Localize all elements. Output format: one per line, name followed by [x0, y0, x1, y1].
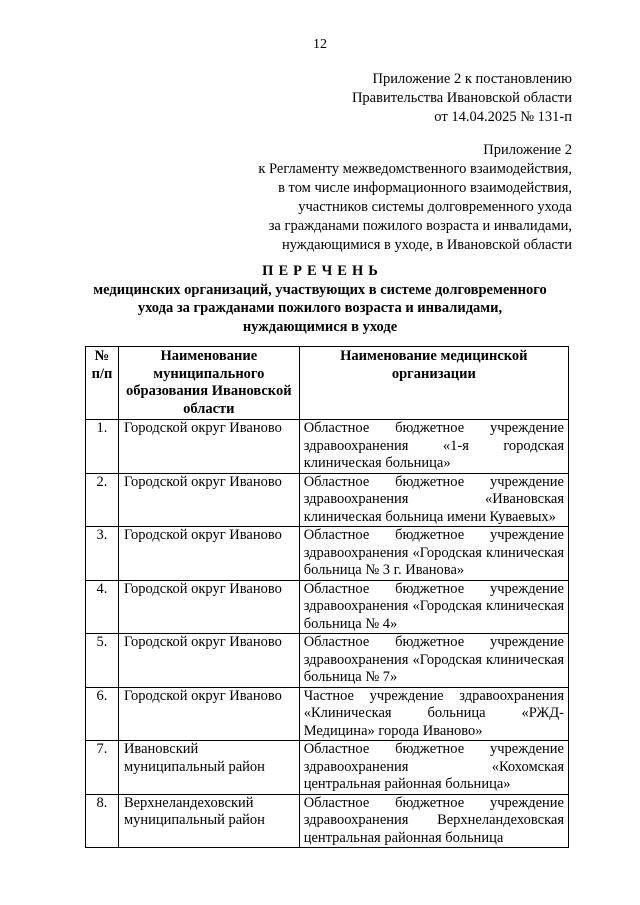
header-municipality: Наименование муниципального образования Ивановской области — [118, 347, 299, 420]
table-row — [86, 580, 569, 634]
row-number: 2. — [86, 473, 119, 527]
row-number: 5. — [86, 634, 119, 688]
header-organization: Наименование медицинской организации — [299, 347, 568, 420]
table-row — [86, 687, 569, 741]
row-number: 8. — [86, 794, 119, 848]
appendix-line: Приложение 2 — [483, 142, 572, 158]
title-line: нуждающимися в уходе — [242, 318, 398, 335]
title-heading: ПЕРЕЧЕНЬ — [262, 263, 383, 279]
medical-organizations-table — [85, 346, 569, 848]
row-number: 4. — [86, 580, 119, 634]
row-number: 3. — [86, 527, 119, 581]
row-organization: Областное бюджетное учреждение здравоохранения «Ивановская клиническая больница имени Куваевых» — [299, 473, 568, 527]
row-number: 1. — [86, 420, 119, 474]
page-number: 12 — [313, 37, 327, 52]
row-organization: Областное бюджетное учреждение здравоохранения Верхнеландеховская центральная районная больница — [299, 794, 568, 848]
table-row — [86, 741, 569, 795]
row-municipality: Верхнеландеховский муниципальный район — [118, 794, 299, 848]
row-organization: Областное бюджетное учреждение здравоохранения «Городская клиническая больница № 7» — [299, 634, 568, 688]
table-row — [86, 473, 569, 527]
table-row — [86, 794, 569, 848]
row-number: 7. — [86, 741, 119, 795]
title-line: ухода за гражданами пожилого возраста и инвалидами, — [137, 300, 503, 316]
row-organization: Областное бюджетное учреждение здравоохранения «Кохомская центральная районная больница» — [299, 741, 568, 795]
row-municipality: Городской округ Иваново — [118, 687, 299, 741]
row-organization: Областное бюджетное учреждение здравоохранения «1-я городская клиническая больница» — [299, 420, 568, 474]
appendix-to-regulation — [258, 141, 572, 255]
table-header-row — [86, 347, 569, 420]
row-municipality: Городской округ Иваново — [118, 473, 299, 527]
title-line: медицинских организаций, участвующих в системе долговременного — [93, 281, 547, 298]
header-number: № п/п — [86, 347, 119, 420]
table-row — [86, 527, 569, 581]
row-number: 6. — [86, 687, 119, 741]
appendix-line: в том числе информационного взаимодействия, — [278, 180, 572, 196]
appendix-line: участников системы долговременного ухода — [298, 199, 572, 215]
document-title — [0, 262, 640, 336]
row-organization: Областное бюджетное учреждение здравоохранения «Городская клиническая больница № 3 г. Иванова» — [299, 527, 568, 581]
row-organization: Частное учреждение здравоохранения «Клиническая больница «РЖД-Медицина» города Иваново» — [299, 687, 568, 741]
appendix-line: за гражданами пожилого возраста и инвалидами, — [268, 218, 572, 234]
row-municipality: Городской округ Иваново — [118, 580, 299, 634]
appendix-line: Приложение 2 к постановлению — [372, 71, 572, 87]
appendix-line: нуждающимися в уходе, в Ивановской области — [281, 237, 572, 253]
table-row — [86, 420, 569, 474]
row-municipality: Ивановский муниципальный район — [118, 741, 299, 795]
appendix-to-resolution — [352, 70, 572, 127]
row-municipality: Городской округ Иваново — [118, 634, 299, 688]
row-organization: Областное бюджетное учреждение здравоохранения «Городская клиническая больница № 4» — [299, 580, 568, 634]
appendix-line: к Регламенту межведомственного взаимодействия, — [258, 161, 572, 177]
appendix-line: Правительства Ивановской области — [351, 90, 572, 106]
row-municipality: Городской округ Иваново — [118, 420, 299, 474]
row-municipality: Городской округ Иваново — [118, 527, 299, 581]
table-row — [86, 634, 569, 688]
appendix-line: от 14.04.2025 № 131-п — [434, 109, 572, 125]
